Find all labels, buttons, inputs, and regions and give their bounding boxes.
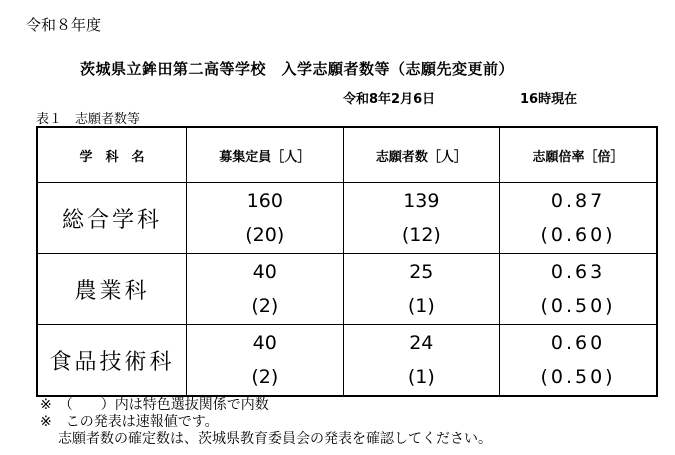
capacity-value: 40 [252,261,277,283]
capacity-sub-value: (20) [245,224,285,246]
table-row [37,325,657,397]
capacity-cell [187,254,344,325]
capacity-sub-value: (2) [251,295,279,317]
applicants-value: 24 [409,332,434,354]
ratio-sub-value: (0.50) [540,366,616,388]
ratio-value: 0.63 [550,261,606,283]
ratio-sub-value: (0.60) [540,224,616,246]
footnote-special-selection: ※ （ ）内は特色選抜関係で内数 [40,397,269,413]
ratio-cell [500,183,657,254]
report-time: 16時現在 [520,92,578,107]
table-caption: 表１ 志願者数等 [36,112,141,127]
column-header-dept: 学 科 名 [37,127,187,183]
table-header-row [37,127,657,183]
table-row [37,254,657,325]
capacity-cell [187,325,344,397]
ratio-value: 0.60 [550,332,606,354]
report-date: 令和8年2月6日 [343,92,436,107]
applicants-cell [343,183,500,254]
applicants-sub-value: (1) [407,295,435,317]
capacity-value: 40 [252,332,277,354]
applicants-value: 139 [403,190,440,212]
column-header-ratio: 志願倍率［倍］ [500,127,657,183]
column-header-applicants: 志願者数［人］ [343,127,500,183]
footnote-confirmation: 志願者数の確定数は、茨城県教育委員会の発表を確認してください。 [58,431,492,447]
applicants-cell [343,254,500,325]
applicants-cell [343,325,500,397]
capacity-value: 160 [246,190,283,212]
ratio-cell [500,254,657,325]
ratio-cell [500,325,657,397]
fiscal-year-label: 令和８年度 [26,16,102,34]
applicants-value: 25 [409,261,434,283]
ratio-value: 0.87 [550,190,606,212]
table-row [37,183,657,254]
capacity-cell [187,183,344,254]
ratio-sub-value: (0.50) [540,295,616,317]
dept-name: 農業科 [37,254,187,325]
dept-name: 総合学科 [37,183,187,254]
dept-name: 食品技術科 [37,325,187,397]
applicants-table [36,126,658,397]
column-header-capacity: 募集定員［人］ [187,127,344,183]
capacity-sub-value: (2) [251,366,279,388]
applicants-sub-value: (12) [401,224,441,246]
footnote-preliminary: ※ この発表は速報値です。 [40,414,219,430]
page-title: 茨城県立鉾田第二高等学校 入学志願者数等（志願先変更前） [80,60,515,78]
applicants-sub-value: (1) [407,366,435,388]
